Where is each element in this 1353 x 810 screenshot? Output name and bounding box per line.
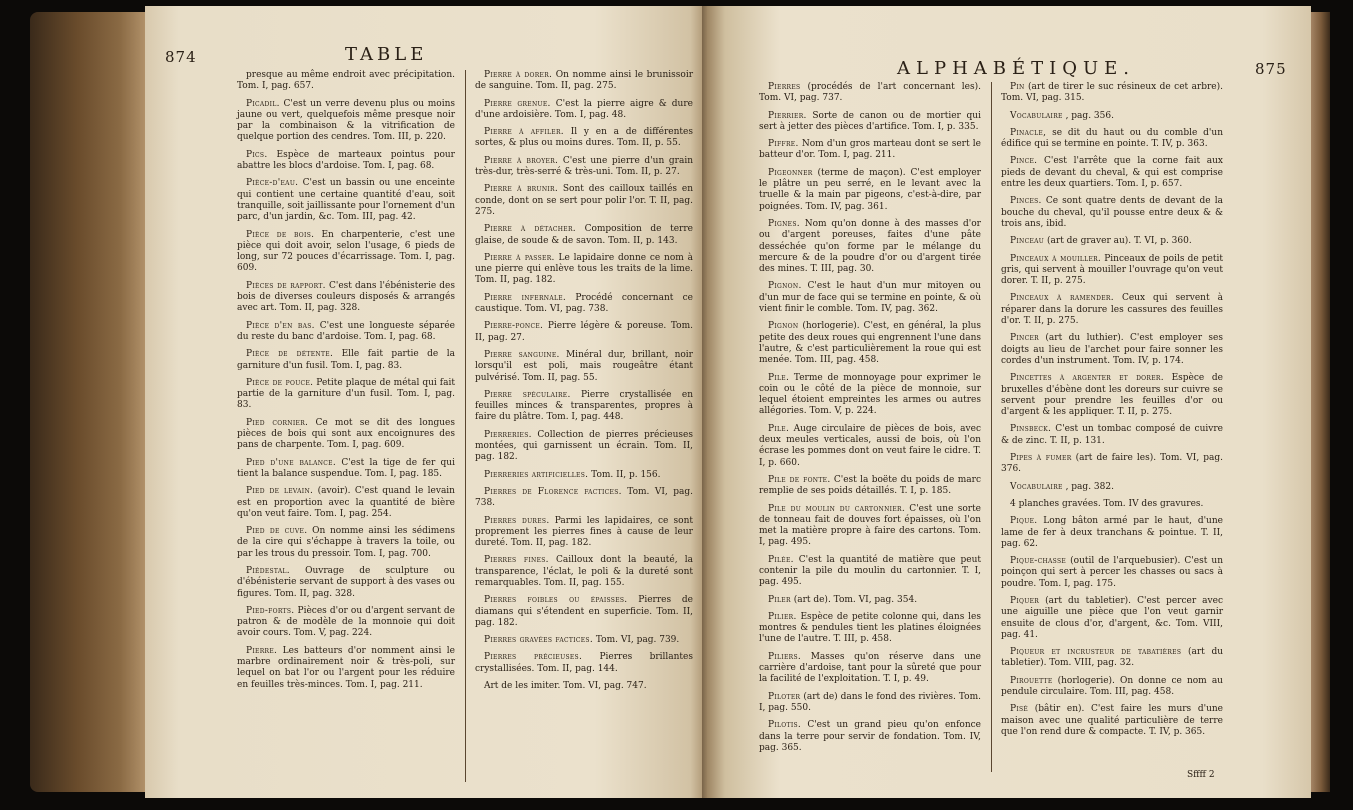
index-entry (475, 156, 693, 179)
index-entry (759, 82, 981, 105)
index-entry (759, 720, 981, 754)
left-column-1 (237, 70, 455, 697)
index-entry (237, 150, 455, 173)
entry-keyword: Pierres de Florence factices. (484, 486, 622, 497)
entry-keyword: Pignon. (768, 281, 802, 292)
index-entry (759, 555, 981, 589)
entry-text: C'est l'arrête que la corne fait aux pieds de devant du cheval, & qui est comprise entre les deux quartiers. Tom. I, p. 657. (1001, 156, 1223, 190)
entry-keyword: Pied de cuve. (246, 526, 308, 537)
entry-text: C'est dans l'ébénisterie des bois de diverses couleurs disposés & arrangés avec art. Tom. II, pag. 328. (237, 280, 455, 314)
entry-text: Long bâton armé par le haut, d'une lame de fer à deux tranchans & pointue. T. II, pag. 62. (1001, 516, 1223, 549)
entry-text: (art du tabletier). C'est percer avec une aiguille une pièce que l'on veut garnir ensuite de clous d'or, d'argent, &c. Tom. VIII, pag. 41. (1001, 595, 1223, 640)
entry-text: (art du tabletier). Tom. VIII, pag. 32. (1001, 647, 1224, 669)
entry-text: C'est la tige de fer qui tient la balance suspendue. Tom. I, pag. 185. (237, 457, 455, 479)
entry-keyword: Pierre spéculaire. (484, 389, 571, 400)
entry-keyword: Piffre. (768, 139, 799, 150)
entry-text: Cailloux dont la beauté, la transparence, l'éclat, le poli & la dureté sont remarquables. Tom. II, pag. 155. (475, 555, 693, 588)
entry-keyword: Pierre à dorer. (484, 70, 553, 80)
index-entry (759, 475, 981, 498)
index-entry (475, 127, 693, 150)
entry-text: C'est un tombac composé de cuivre & de zinc. T. II, p. 131. (1001, 424, 1223, 446)
entry-text: se dit du haut ou du comble d'un édifice qui se termine en pointe. T. IV, p. 363. (1001, 127, 1223, 150)
index-entry (1001, 128, 1223, 151)
entry-keyword: Piqueur et incrusteur de tabatières (1010, 647, 1182, 658)
index-entry (237, 458, 455, 481)
index-entry (1001, 236, 1223, 247)
entry-text: (bâtir en). C'est faire les murs d'une maison avec une qualité particulière de terre que l'on rend dure & compacte. T. IV, p. 365. (1001, 704, 1223, 737)
index-entry (237, 70, 455, 93)
entry-text: (terme de maçon). C'est employer le plâtre un peu serré, en le levant avec la truelle & la main par pigeons, c'est-à-dire, par poignées. Tom. IV, pag. 361. (759, 167, 981, 212)
entry-text: On nomme ainsi les sédimens de la cire qui s'échappe à travers la toile, ou par les trous du pressoir. Tom. I, pag. 700. (237, 526, 455, 559)
index-entry (475, 635, 693, 646)
entry-text: (avoir). C'est quand le levain est en proportion avec la quantité de bière qu'on veut faire. Tom. I, pag. 254. (237, 486, 455, 519)
left-page-number: 874 (165, 48, 197, 66)
index-entry (475, 652, 693, 675)
entry-text: Sorte de canon ou de mortier qui sert à jetter des pièces d'artifice. Tom. I, p. 335. (759, 110, 981, 132)
entry-keyword: Pirouette (1010, 675, 1053, 686)
index-entry (237, 566, 455, 600)
entry-keyword: Pierres précieuses. (484, 652, 583, 663)
entry-keyword: Pics. (246, 149, 268, 160)
entry-keyword: Pièces de rapport. (246, 280, 326, 291)
entry-text: C'est la pierre aigre & dure d'une ardoisière. Tom. I, pag. 48. (475, 98, 693, 120)
index-entry (237, 486, 455, 520)
entry-keyword: Pile. (768, 423, 790, 434)
entry-keyword: Vocabulaire (1010, 481, 1063, 492)
entry-keyword: Pierrier. (768, 110, 807, 121)
entry-text: Nom qu'on donne à des masses d'or ou d'argent poreuses, faites d'une pâte desséchée qu'on forme par le mélange du mercure & de la poudre d'or ou d'argent tirée des mines. T. III, pag. 30. (759, 218, 981, 275)
open-book (30, 2, 1330, 806)
index-entry (759, 111, 981, 134)
entry-text: En charpenterie, c'est une pièce qui doit avoir, selon l'usage, 6 pieds de long, sur 72 pouces d'écarrissage. Tom. I, pag. 609. (237, 229, 455, 274)
index-entry (759, 219, 981, 275)
entry-keyword: Pierre à affiler. (484, 127, 564, 138)
index-entry (759, 139, 981, 162)
entry-keyword: Picadil. (246, 98, 280, 109)
entry-keyword: Pique-chasse (1010, 556, 1067, 567)
right-page (707, 6, 1311, 798)
entry-text: (art de). Tom. VI, pag. 354. (793, 594, 918, 605)
entry-keyword: Pignes. (768, 218, 800, 229)
index-entry (1001, 373, 1223, 418)
entry-keyword: Pierre. (246, 645, 278, 656)
index-entry (475, 390, 693, 424)
index-entry (475, 516, 693, 550)
entry-text: Art de les imiter. Tom. VI, pag. 747. (484, 681, 647, 692)
entry-text: C'est une sorte de tonneau fait de douves fort épaisses, où l'on met la matière propre à faire des cartons. Tom. I, pag. 495. (759, 503, 981, 548)
entry-keyword: Pilée. (768, 554, 794, 565)
left-column-2 (475, 70, 693, 698)
entry-text: (outil de l'arquebusier). C'est un poinçon qui sert à percer les chasses ou sacs à poudre. Tom. I, pag. 175. (1001, 556, 1223, 589)
entry-keyword: Pince. (1010, 156, 1038, 167)
entry-keyword: Pied cornier. (246, 417, 309, 428)
entry-text: (art de graver au). T. VI, p. 360. (1047, 236, 1192, 247)
entry-text: Tom. VI, pag. 738. (475, 486, 693, 509)
right-column-1 (759, 82, 981, 760)
entry-text: Masses qu'on réserve dans une carrière d'ardoise, tant pour la sûreté que pour la facilité de l'exploitation. T. I, p. 49. (759, 651, 981, 685)
entry-text: Petite plaque de métal qui fait partie de la garniture d'un fusil. Tom. I, pag. 83. (237, 377, 455, 411)
index-entry (237, 418, 455, 452)
entry-keyword: Pierres dures. (484, 515, 550, 526)
entry-text: Pierres brillantes crystallisées. Tom. II, pag. 144. (475, 652, 693, 674)
entry-text: Espèce de marteaux pointus pour abattre les blocs d'ardoise. Tom. I, pag. 68. (237, 149, 455, 172)
entry-text: C'est une pierre d'un grain très-dur, très-serré & très-uni. Tom. II, p. 27. (475, 155, 693, 178)
index-entry (759, 281, 981, 315)
entry-text: (horlogerie). C'est, en général, la plus petite des deux roues qui engrennent l'une dans l'autre, & c'est particulièrement la roue qui est menée. Tom. III, pag. 458. (759, 321, 981, 366)
entry-text: Tom. II, p. 156. (591, 469, 661, 480)
column-rule (465, 70, 466, 782)
entry-keyword: Pierre-ponce. (484, 321, 544, 332)
entry-text: , pag. 382. (1065, 481, 1114, 492)
entry-text: Pierre crystallisée en feuilles minces & transparentes, propres à faire du plâtre. Tom. I, pag. 448. (475, 389, 693, 423)
index-entry (1001, 254, 1223, 288)
entry-keyword: Pierre à broyer. (484, 155, 559, 166)
entry-keyword: Pile du moulin du cartonnier. (768, 503, 905, 514)
entry-keyword: Piédestal. (246, 565, 290, 576)
entry-keyword: Pierres foibles ou épaisses. (484, 595, 628, 606)
entry-text: C'est le haut d'un mur mitoyen ou d'un mur de face qui se termine en pointe, & où vient finir le comble. Tom. IV, pag. 362. (759, 281, 981, 315)
entry-text: Elle fait partie de la garniture d'un fusil. Tom. I, pag. 83. (237, 349, 455, 371)
right-column-2 (1001, 82, 1223, 744)
index-entry (237, 178, 455, 223)
entry-keyword: Piler (768, 594, 791, 605)
index-entry (475, 350, 693, 384)
entry-keyword: Pignon (768, 321, 799, 332)
index-entry (1001, 293, 1223, 327)
entry-text: C'est une longueste séparée du reste du banc d'ardoise. Tom. I, pag. 68. (237, 320, 455, 342)
entry-keyword: Pilotis. (768, 720, 802, 731)
entry-keyword: Pile de fonte. (768, 474, 831, 485)
entry-text: Ceux qui servent à réparer dans la dorure les cassures des feuilles d'or. T. II, p. 275. (1001, 293, 1223, 327)
entry-text: (horlogerie). On donne ce nom au pendule circulaire. Tom. III, pag. 458. (1001, 675, 1223, 698)
entry-keyword: Pipes à fumer (1010, 453, 1072, 464)
entry-text: Nom d'un gros marteau dont se sert le batteur d'or. Tom. I, pag. 211. (759, 139, 981, 161)
entry-text: Pinceaux de poils de petit gris, qui servent à mouiller l'ouvrage qu'on veut dorer. T. II, p. 275. (1001, 253, 1223, 287)
index-entry (475, 430, 693, 464)
entry-text: Parmi les lapidaires, ce sont proprement les pierres fines à cause de leur dureté. Tom. II, pag. 182. (475, 515, 693, 549)
entry-text: Procédé concernant ce caustique. Tom. VI, pag. 738. (475, 292, 693, 315)
index-entry (237, 321, 455, 344)
entry-text: (art de tirer le suc résineux de cet arbre). Tom. VI, pag. 315. (1001, 82, 1223, 104)
entry-keyword: Pied d'une balance. (246, 457, 337, 468)
entry-text: Pierre légère & poreuse. Tom. II, pag. 27. (475, 321, 693, 343)
index-entry (475, 595, 693, 629)
index-entry (475, 224, 693, 247)
entry-text: C'est un verre devenu plus ou moins jaune ou vert, quelquefois même presque noir par la combinaison & la vitrification de quelque portion des cendres. Tom. III, p. 220. (237, 98, 455, 143)
index-entry (475, 321, 693, 344)
entry-text: Il y en a de différentes sortes, & plus ou moins dures. Tom. II, p. 55. (475, 127, 693, 149)
entry-keyword: Pied de levain. (246, 486, 314, 497)
left-running-head: TABLE (345, 44, 428, 65)
index-entry (237, 349, 455, 372)
entry-text: Pièces d'or ou d'argent servant de patron & de modèle de la monnoie qui doit avoir cours. Tom. V, pag. 224. (237, 605, 455, 639)
entry-keyword: Pierres gravées factices. (484, 635, 593, 646)
book-edge-left (30, 12, 150, 792)
entry-keyword: Pièce de bois. (246, 229, 315, 240)
entry-keyword: Pique. (1010, 516, 1038, 527)
column-rule (991, 82, 992, 772)
index-entry (1001, 453, 1223, 476)
entry-keyword: Pierre à détacher. (484, 224, 576, 235)
entry-text: Les batteurs d'or nomment ainsi le marbre ordinairement noir & très-poli, sur lequel on bat l'or ou l'argent pour les réduire en feuilles très-minces. Tom. I, pag. 211. (237, 645, 455, 690)
index-entry (475, 555, 693, 589)
entry-keyword: Pinsbeck. (1010, 424, 1052, 435)
index-entry (1001, 556, 1223, 590)
left-page (145, 6, 707, 798)
index-entry (759, 321, 981, 366)
right-page-number: 875 (1255, 60, 1287, 78)
entry-text: Collection de pierres précieuses montées, qui garnissent un écrain. Tom. II, pag. 182. (475, 429, 693, 463)
index-entry (1001, 82, 1223, 105)
index-entry (237, 281, 455, 315)
entry-keyword: Pilier. (768, 611, 797, 622)
entry-keyword: Pièce d'en bas. (246, 320, 315, 331)
entry-keyword: Pied-forts. (246, 605, 295, 616)
index-entry (759, 168, 981, 213)
entry-text: Le lapidaire donne ce nom à une pierre qui enlève tous les traits de la lime. Tom. II, pag. 182. (475, 252, 693, 286)
entry-keyword: Piquer (1010, 595, 1040, 606)
entry-keyword: Pigeonner (768, 167, 813, 178)
index-entry (1001, 596, 1223, 641)
entry-text: Ce mot se dit des longues pièces de bois qui sont aux encoignures des pans de charpente. Tom. I, pag. 609. (237, 417, 455, 451)
entry-text: Espèce de bruxelles d'ébène dont les doreurs sur cuivre se servent pour prendre les feuilles d'or ou d'argent & les appliquer. T. II, p. 275. (1001, 373, 1223, 418)
entry-text: , pag. 356. (1065, 110, 1114, 121)
entry-keyword: Pile. (768, 372, 790, 383)
entry-keyword: Pièce de pouce. (246, 377, 314, 388)
entry-keyword: Pierres (768, 82, 801, 92)
entry-text: On nomme ainsi le brunissoir de sanguine. Tom. II, pag. 275. (475, 70, 693, 92)
index-entry (759, 612, 981, 646)
entry-text: Sont des cailloux taillés en conde, dont on se sert pour polir l'or. T. II, pag. 275. (475, 184, 693, 217)
index-entry (759, 504, 981, 549)
index-entry (1001, 424, 1223, 447)
entry-keyword: Pierre grenue. (484, 98, 551, 109)
index-entry (475, 70, 693, 93)
entry-text: (procédés de l'art concernant les). Tom. VI, pag. 737. (759, 82, 981, 104)
entry-text: Pierres de diamans qui s'étendent en superficie. Tom. II, pag. 182. (475, 595, 693, 628)
entry-text: Tom. VI, pag. 739. (595, 635, 680, 646)
entry-keyword: Piloter (768, 691, 801, 702)
index-entry (1001, 499, 1223, 510)
entry-text: C'est la boëte du poids de marc remplie de ses poids détaillés. T. I, p. 185. (759, 474, 981, 497)
index-entry (759, 595, 981, 606)
entry-text: (art de) dans le fond des rivières. Tom. I, pag. 550. (759, 691, 981, 713)
entry-keyword: Pin (1010, 82, 1025, 92)
index-entry (1001, 482, 1223, 493)
entry-keyword: Pinceaux à ramender. (1010, 293, 1114, 304)
index-entry (1001, 676, 1223, 699)
entry-keyword: Pierre à brunir. (484, 184, 559, 195)
index-entry (1001, 111, 1223, 122)
index-entry (759, 692, 981, 715)
entry-keyword: Pierre sanguine. (484, 349, 560, 360)
entry-keyword: Pierreries artificielles. (484, 469, 589, 480)
entry-keyword: Pincer (1010, 333, 1039, 344)
index-entry (475, 681, 693, 692)
entry-text: Minéral dur, brillant, noir lorsqu'il est poli, mais rougeâtre étant pulvérisé. Tom. II, pag. 55. (475, 349, 693, 383)
index-entry (759, 652, 981, 686)
entry-keyword: Pierre infernale. (484, 292, 567, 303)
index-entry (237, 99, 455, 144)
entry-text: Terme de monnoyage pour exprimer le coin ou le côté de la pièce de monnoie, sur lequel étoient empreintes les armes ou autres allégories. Tom. V, p. 224. (759, 372, 981, 417)
index-entry (475, 487, 693, 510)
book-edge-right (1308, 12, 1330, 792)
index-entry (759, 373, 981, 418)
entry-keyword: Vocabulaire (1010, 110, 1063, 121)
index-entry (475, 293, 693, 316)
index-entry (475, 253, 693, 287)
entry-text: Espèce de petite colonne qui, dans les montres & pendules tient les platines éloignées l'une de l'autre. T. III, p. 458. (759, 611, 981, 645)
index-entry (475, 99, 693, 122)
entry-text: (art de faire les). Tom. VI, pag. 376. (1001, 453, 1224, 475)
right-running-head: ALPHABÉTIQUE. (897, 58, 1136, 79)
entry-text: 4 planches gravées. Tom. IV des gravures. (1010, 498, 1204, 509)
entry-text: Ouvrage de sculpture ou d'ébénisterie servant de support à des vases ou figures. Tom. II, pag. 328. (237, 565, 455, 599)
entry-text: (art du luthier). C'est employer ses doigts au lieu de l'archet pour faire sonner les cordes d'un instrument. Tom. IV, p. 174. (1001, 333, 1223, 366)
page-signature: Sffff 2 (1187, 770, 1215, 780)
entry-text: Ce sont quatre dents de devant de la bouche du cheval, qu'il pousse entre deux & & trois ans, ibid. (1001, 196, 1223, 229)
index-entry (1001, 196, 1223, 230)
entry-keyword: Pierres fines. (484, 555, 549, 566)
index-entry (237, 230, 455, 275)
entry-keyword: Pièce-d'eau. (246, 178, 299, 189)
entry-keyword: Pinceaux à mouiller. (1010, 253, 1102, 264)
index-entry (759, 424, 981, 469)
index-entry (237, 526, 455, 560)
index-entry (1001, 156, 1223, 190)
entry-keyword: Pisé (1010, 704, 1029, 715)
entry-text: presque au même endroit avec précipitation. Tom. I, pag. 657. (237, 70, 455, 92)
entry-text: Auge circulaire de pièces de bois, avec deux meules verticales, aussi de bois, où l'on écrase les pommes dont on veut faire le cidre. T. I, p. 660. (759, 423, 981, 468)
entry-keyword: Pinacle, (1010, 127, 1047, 138)
entry-text: C'est un bassin ou une enceinte qui contient une certaine quantité d'eau, soit tranquille, soit jaillissante pour l'ornement d'un parc, d'un jardin, &c. Tom. III, pag. 42. (237, 178, 455, 223)
entry-text: C'est un grand pieu qu'on enfonce dans la terre pour servir de fondation. Tom. IV, pag. 365. (759, 720, 981, 753)
index-entry (1001, 704, 1223, 738)
index-entry (237, 646, 455, 691)
entry-text: C'est la quantité de matière que peut contenir la pile du moulin du cartonnier. T. I, pag. 495. (759, 554, 981, 588)
index-entry (1001, 516, 1223, 550)
entry-keyword: Piliers. (768, 651, 802, 662)
entry-keyword: Pinces. (1010, 196, 1042, 207)
entry-keyword: Pinceau (1010, 236, 1045, 247)
entry-keyword: Pièce de détente. (246, 349, 334, 360)
entry-keyword: Pincettes à argenter et dorer. (1010, 373, 1164, 384)
entry-keyword: Pierre à passer. (484, 252, 555, 263)
index-entry (1001, 647, 1223, 670)
index-entry (237, 606, 455, 640)
index-entry (475, 470, 693, 481)
index-entry (1001, 333, 1223, 367)
index-entry (237, 378, 455, 412)
entry-text: Composition de terre glaise, de soude & de savon. Tom. II, p. 143. (475, 224, 693, 246)
entry-keyword: Pierreries. (484, 429, 532, 440)
index-entry (475, 184, 693, 218)
